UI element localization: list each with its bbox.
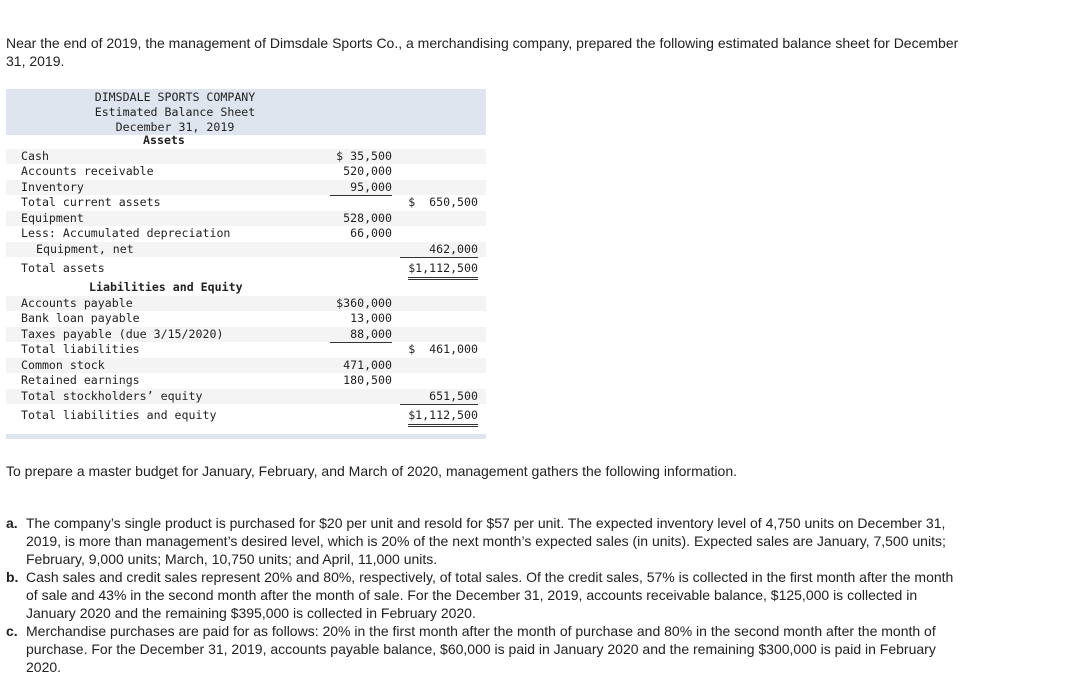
table-row xyxy=(6,257,486,277)
row-value: 471,000 xyxy=(343,357,392,372)
list-item xyxy=(6,622,956,676)
row-value: 180,500 xyxy=(330,373,392,390)
row-value: 66,000 xyxy=(330,226,392,243)
row-total: $1,112,500 xyxy=(408,259,478,280)
row-label: Cash xyxy=(21,148,49,163)
table-row xyxy=(6,389,486,405)
row-value: $ 35,500 xyxy=(336,148,392,163)
row-total: $1,112,500 xyxy=(408,406,478,427)
assets-heading-row xyxy=(6,133,486,149)
row-label: Inventory xyxy=(21,179,84,194)
item-letter: c. xyxy=(6,623,18,639)
row-label: Total stockholders’ equity xyxy=(21,388,203,403)
table-row xyxy=(6,296,486,312)
liabilities-heading: Liabilities and Equity xyxy=(89,280,243,294)
table-row xyxy=(6,358,486,374)
row-value: 13,000 xyxy=(350,311,392,325)
company-name: DIMSDALE SPORTS COMPANY xyxy=(94,90,256,104)
row-total: 462,000 xyxy=(400,242,478,259)
row-label: Common stock xyxy=(21,357,105,372)
row-label: Equipment, net xyxy=(36,241,134,256)
row-label: Retained earnings xyxy=(21,373,140,387)
statement-date: December 31, 2019 xyxy=(115,120,235,134)
table-row xyxy=(6,327,486,343)
row-value: 95,000 xyxy=(330,180,392,197)
item-text: Merchandise purchases are paid for as follows: 20% in the first month after the month of purchase and 80% in the second month after the month of purchase. For the December 31, 2019, accounts payable balance, $60,000 is paid in January 2020 and the remaining $300,000 is paid in February 2020. xyxy=(26,623,936,675)
item-letter: a. xyxy=(6,515,18,531)
row-label: Less: Accumulated depreciation xyxy=(21,226,231,240)
table-row xyxy=(6,164,486,180)
table-row xyxy=(6,180,486,196)
row-value: 88,000 xyxy=(330,327,392,344)
table-row xyxy=(6,195,486,211)
row-label: Total liabilities and equity xyxy=(21,408,217,422)
table-row xyxy=(6,226,486,242)
balance-sheet-table xyxy=(6,89,486,424)
row-label: Bank loan payable xyxy=(21,311,140,325)
row-label: Accounts payable xyxy=(21,295,133,310)
row-total: $ 461,000 xyxy=(408,342,478,356)
row-label: Total current assets xyxy=(21,195,161,209)
liabilities-heading-row xyxy=(6,280,486,296)
assets-heading: Assets xyxy=(143,133,185,147)
table-row xyxy=(6,342,486,358)
row-label: Total assets xyxy=(21,261,105,275)
row-total: $ 650,500 xyxy=(408,195,478,209)
table-row xyxy=(6,242,486,258)
row-value: $360,000 xyxy=(336,295,392,310)
table-row xyxy=(6,404,486,424)
statement-title: Estimated Balance Sheet xyxy=(94,105,256,119)
balance-sheet-header xyxy=(6,89,486,135)
list-item xyxy=(6,568,956,622)
list-item xyxy=(6,514,956,568)
table-row xyxy=(6,373,486,389)
row-value: 528,000 xyxy=(343,210,392,225)
item-letter: b. xyxy=(6,569,19,585)
table-row xyxy=(6,311,486,327)
item-text: The company’s single product is purchased for $20 per unit and resold for $57 per unit. The expected inventory level of 4,750 units on December 31, 2019, is more than management’s desired level, which is 20% of the next month’s expected sales (in units). Expected sales are January, 7,500 units; February, 9,000 units; March, 10,750 units; and April, 11,000 units. xyxy=(26,515,946,567)
row-value: 520,000 xyxy=(343,164,392,178)
table-footer-bar xyxy=(6,434,486,439)
info-list xyxy=(6,514,956,676)
row-label: Equipment xyxy=(21,210,84,225)
item-text: Cash sales and credit sales represent 20% and 80%, respectively, of total sales. Of the credit sales, 57% is collected in the first month after the month of sale and 43% in the second month after the month of sale. For the December 31, 2019, accounts receivable balance, $125,000 is collected in January 2020 and the remaining $395,000 is collected in February 2020. xyxy=(26,569,954,621)
budget-intro-paragraph: To prepare a master budget for January, February, and March of 2020, management gathers the following information. xyxy=(6,463,737,479)
table-row xyxy=(6,211,486,227)
row-total: 651,500 xyxy=(400,389,478,406)
row-label: Total liabilities xyxy=(21,342,140,356)
row-label: Taxes payable (due 3/15/2020) xyxy=(21,326,224,341)
intro-paragraph: Near the end of 2019, the management of Dimsdale Sports Co., a merchandising company, prepared the following estimated balance sheet for December 31, 2019. xyxy=(6,35,959,69)
table-row xyxy=(6,149,486,165)
row-label: Accounts receivable xyxy=(21,164,154,178)
